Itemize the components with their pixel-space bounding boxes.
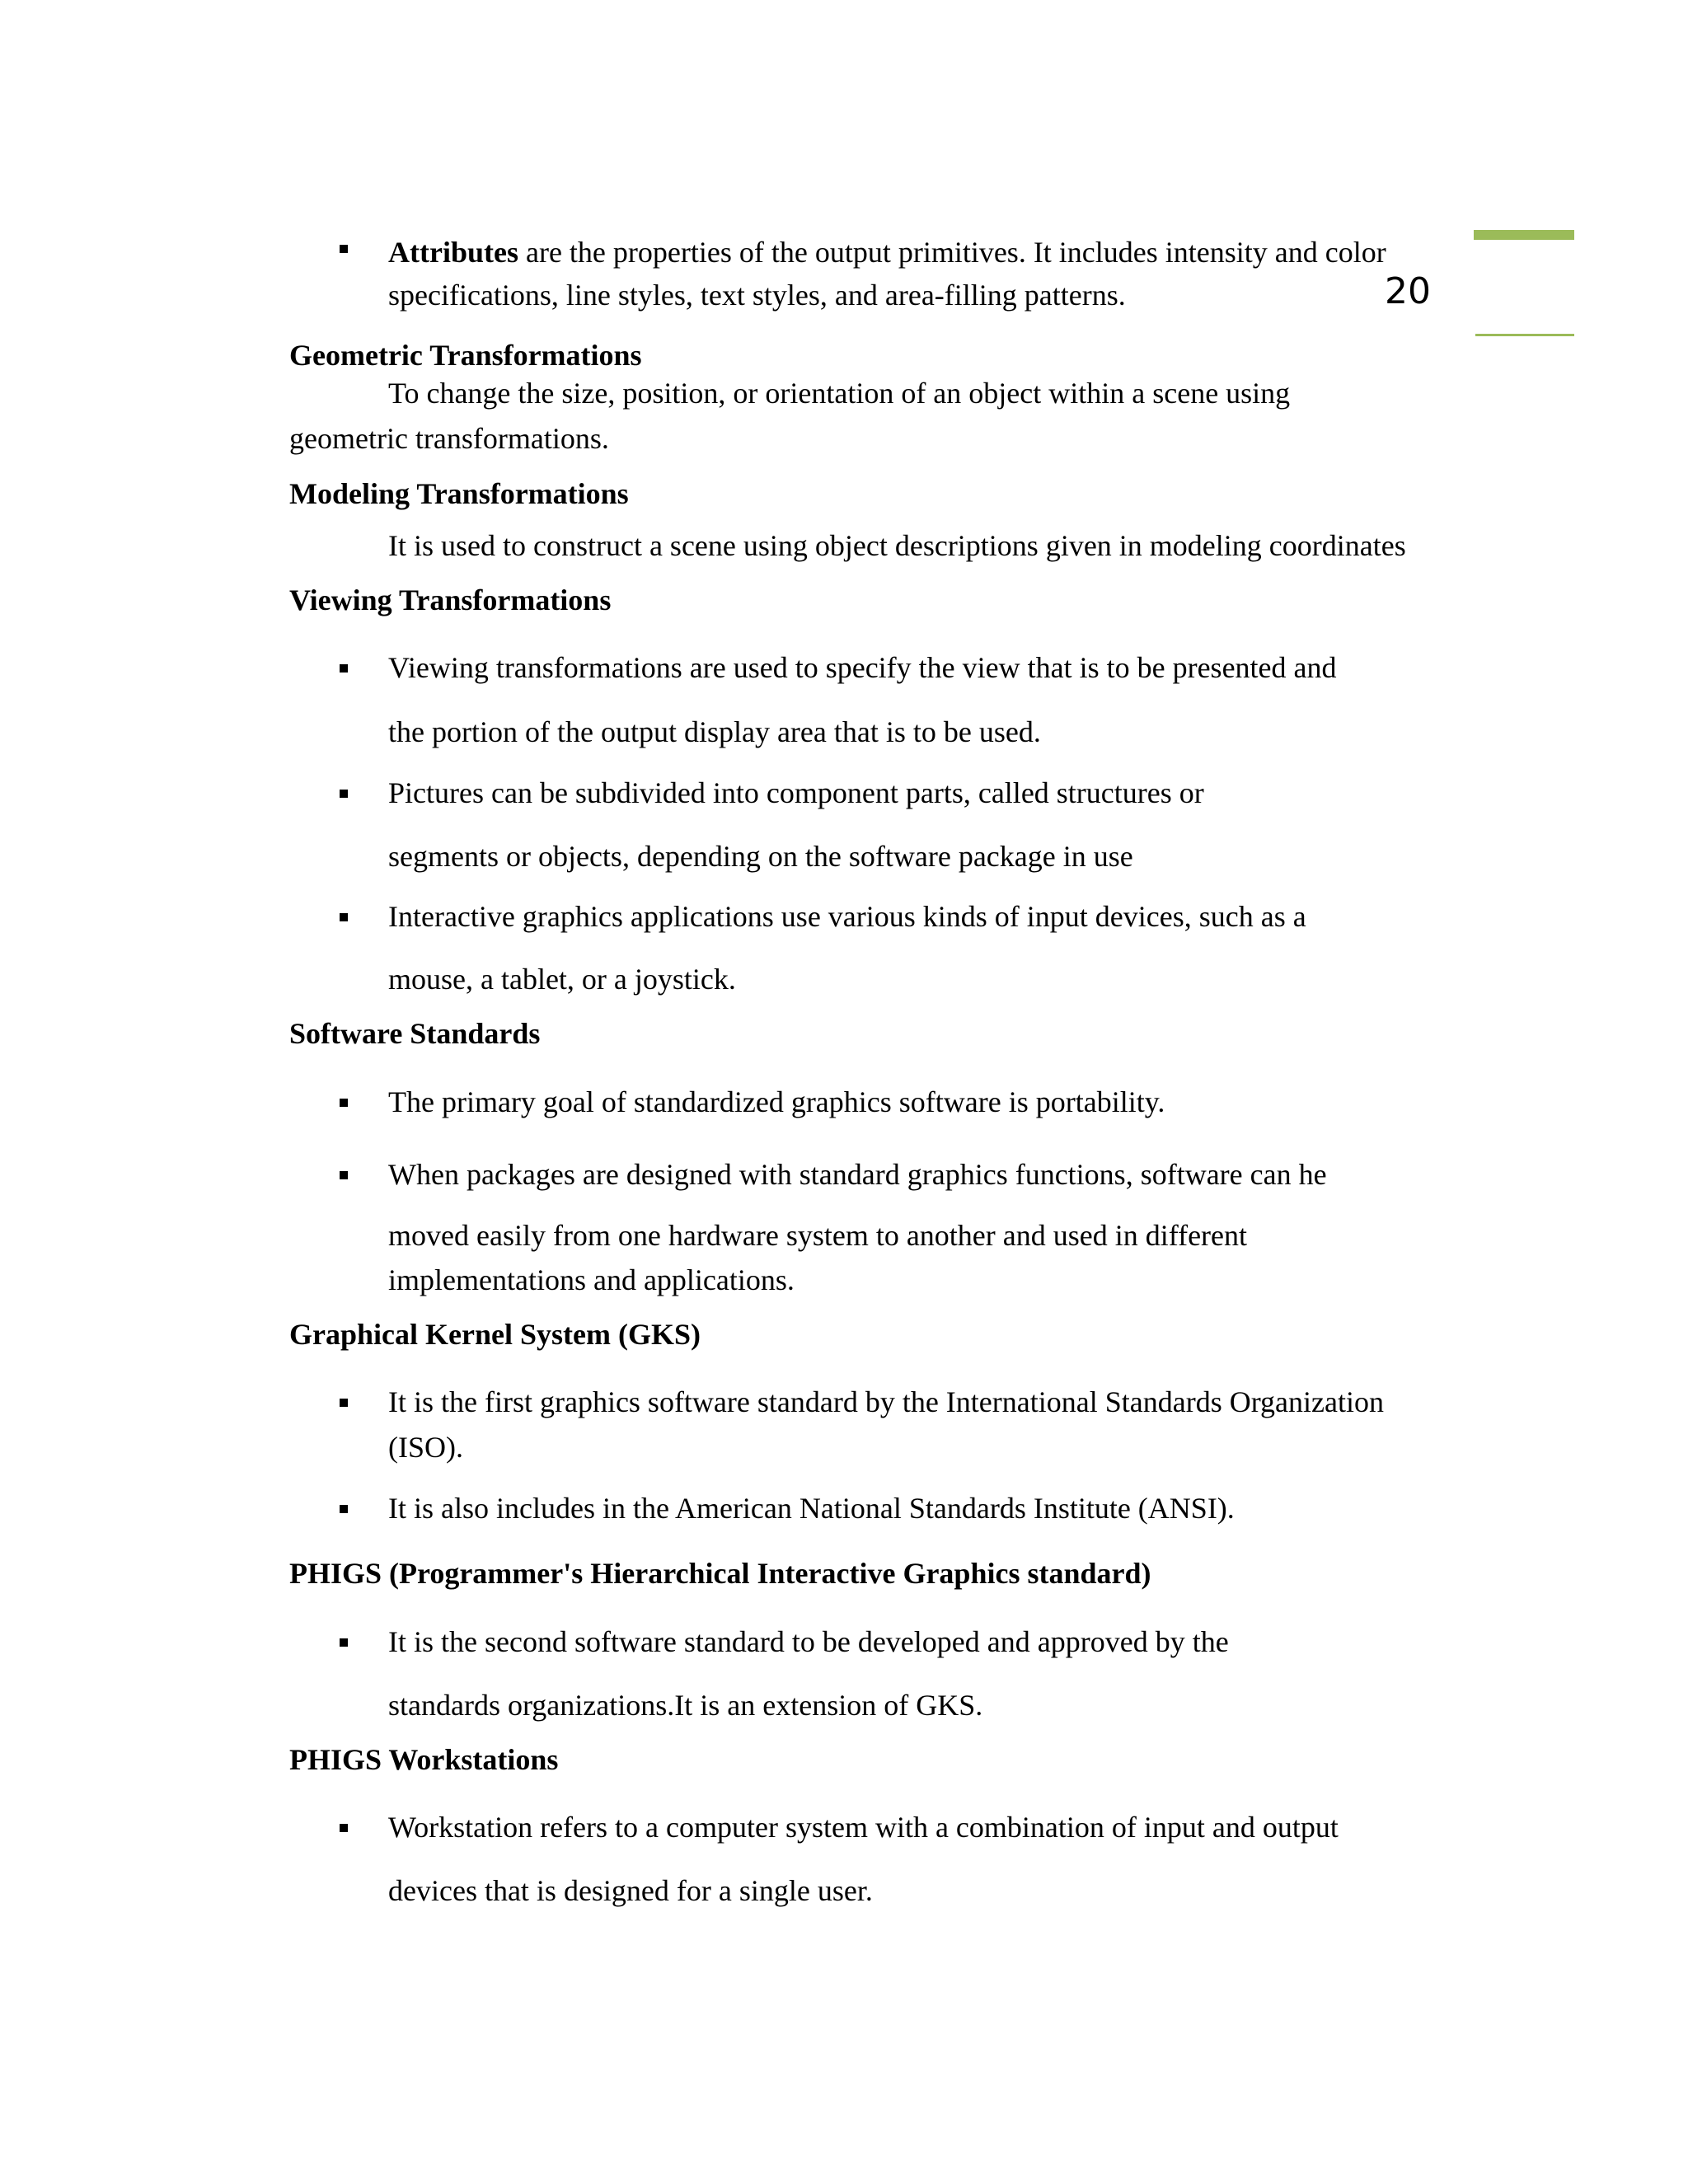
gks-bullet-2: It is also includes in the American National Standards Institute (ANSI). <box>388 1492 1235 1525</box>
heading-phigs-workstations: PHIGS Workstations <box>289 1743 559 1776</box>
workstations-bullet-1-line-2: devices that is designed for a single user. <box>388 1874 873 1907</box>
geometric-line-2: geometric transformations. <box>289 422 609 455</box>
bullet-marker <box>340 664 348 673</box>
header-accent-bar <box>1474 230 1574 240</box>
bullet-marker <box>340 790 348 798</box>
software-bullet-2-line-1: When packages are designed with standard graphics functions, software can he <box>388 1158 1327 1191</box>
bullet-marker <box>340 1824 348 1832</box>
heading-modeling-transformations: Modeling Transformations <box>289 477 629 510</box>
heading-software-standards: Software Standards <box>289 1017 541 1050</box>
workstations-bullet-1-line-1: Workstation refers to a computer system with a combination of input and output <box>388 1811 1339 1844</box>
bullet-marker <box>340 245 348 253</box>
phigs-bullet-1-line-2: standards organizations.It is an extension of GKS. <box>388 1689 983 1722</box>
viewing-bullet-3-line-2: mouse, a tablet, or a joystick. <box>388 963 736 996</box>
viewing-bullet-2-line-2: segments or objects, depending on the software package in use <box>388 840 1133 873</box>
bullet-marker <box>340 1099 348 1107</box>
bullet-marker <box>340 1638 348 1647</box>
software-bullet-1: The primary goal of standardized graphics software is portability. <box>388 1085 1165 1118</box>
gks-bullet-1-line-2: (ISO). <box>388 1431 463 1464</box>
heading-phigs: PHIGS (Programmer's Hierarchical Interactive Graphics standard) <box>289 1557 1151 1590</box>
geometric-line-1: To change the size, position, or orientation of an object within a scene using <box>388 377 1291 410</box>
viewing-bullet-1-line-1: Viewing transformations are used to specify the view that is to be presented and <box>388 651 1337 684</box>
attributes-line-2: specifications, line styles, text styles, and area-filling patterns. <box>388 279 1126 312</box>
viewing-bullet-2-line-1: Pictures can be subdivided into component parts, called structures or <box>388 776 1204 809</box>
attributes-term: Attributes <box>388 236 518 269</box>
viewing-bullet-3-line-1: Interactive graphics applications use various kinds of input devices, such as a <box>388 900 1306 933</box>
page-number: 20 <box>1385 270 1431 312</box>
heading-viewing-transformations: Viewing Transformations <box>289 583 612 616</box>
attributes-line-1 <box>388 234 1386 270</box>
heading-gks: Graphical Kernel System (GKS) <box>289 1318 701 1351</box>
viewing-bullet-1-line-2: the portion of the output display area that is to be used. <box>388 715 1041 748</box>
heading-geometric-transformations: Geometric Transformations <box>289 339 642 372</box>
bullet-marker <box>340 1171 348 1179</box>
modeling-line-1: It is used to construct a scene using object descriptions given in modeling coordinates <box>388 529 1406 562</box>
software-bullet-2-line-2: moved easily from one hardware system to another and used in different <box>388 1219 1248 1252</box>
header-accent-line <box>1475 334 1574 336</box>
bullet-marker <box>340 1399 348 1407</box>
bullet-marker <box>340 1505 348 1513</box>
gks-bullet-1-line-1: It is the first graphics software standard by the International Standards Organization <box>388 1385 1384 1418</box>
phigs-bullet-1-line-1: It is the second software standard to be developed and approved by the <box>388 1625 1229 1658</box>
bullet-marker <box>340 913 348 921</box>
software-bullet-2-line-3: implementations and applications. <box>388 1263 795 1296</box>
attributes-text: are the properties of the output primitives. It includes intensity and color <box>518 236 1386 269</box>
